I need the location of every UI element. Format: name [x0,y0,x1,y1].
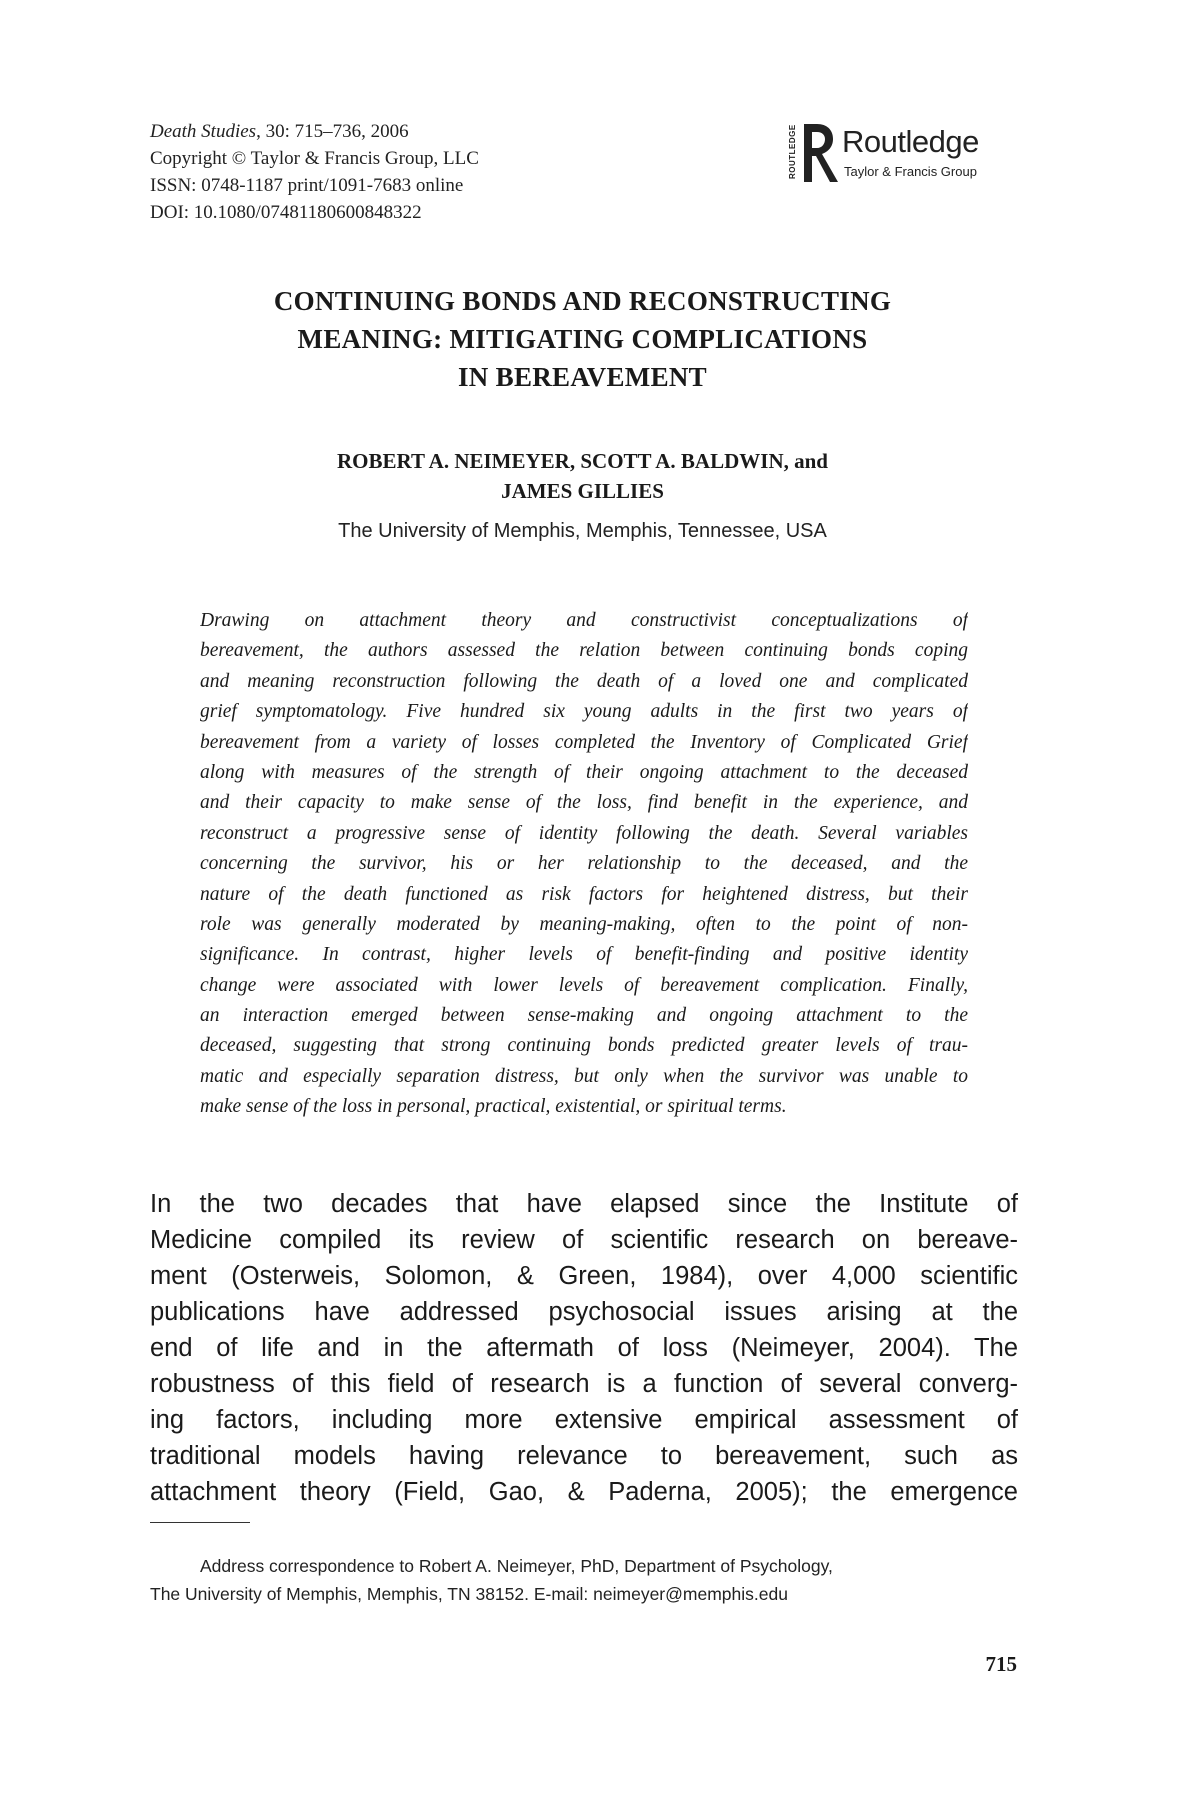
author-line: JAMES GILLIES [501,479,664,503]
journal-name: Death Studies [150,121,257,142]
title-line: CONTINUING BONDS AND RECONSTRUCTING [273,286,892,316]
body-line: robustness of this field of research is a function of several converg- [150,1370,1018,1398]
article-title [150,282,1015,396]
body-paragraph [150,1186,1018,1510]
volume-pages: , 30: 715–736, 2006 [256,121,409,142]
body-line: In the two decades that have elapsed since the Institute of [150,1190,1018,1218]
footnote-divider [150,1522,250,1523]
abstract-line: bereavement from a variety of losses completed the Inventory of Complicated Grief [200,731,968,753]
doi-line: DOI: 10.1080/07481180600848322 [150,202,422,223]
publisher-logo [788,118,1018,188]
footnote-line: The University of Memphis, Memphis, TN 38152. E-mail: neimeyer@memphis.edu [150,1584,788,1604]
body-line: ing factors, including more extensive empirical assessment of [150,1406,1018,1434]
title-line: IN BEREAVEMENT [457,362,707,392]
publisher-group: Taylor & Francis Group [844,164,977,179]
abstract-line: nature of the death functioned as risk factors for heightened distress, but their [200,883,968,905]
abstract-line: an interaction emerged between sense-making and ongoing attachment to the [200,1005,968,1027]
abstract-line: significance. In contrast, higher levels of benefit-finding and positive identity [200,944,968,966]
abstract-line: Drawing on attachment theory and constructivist conceptualizations of [200,610,968,631]
publisher-name: Routledge [842,124,979,159]
abstract-line: matic and especially separation distress, but only when the survivor was unable to [200,1065,968,1087]
routledge-r-icon [800,122,838,184]
body-line: Medicine compiled its review of scientific research on bereave- [150,1226,1018,1254]
author-list [150,446,1015,506]
citation-header [150,118,479,226]
body-line: publications have addressed psychosocial issues arising at the [150,1298,1018,1326]
abstract-line: and their capacity to make sense of the loss, find benefit in the experience, and [200,792,968,814]
body-line: attachment theory (Field, Gao, & Paderna, 2005); the emergence [150,1478,1018,1506]
issn-line: ISSN: 0748-1187 print/1091-7683 online [150,175,464,196]
author-line: ROBERT A. NEIMEYER, SCOTT A. BALDWIN, and [337,449,828,473]
abstract-line: role was generally moderated by meaning-making, often to the point of non- [200,913,968,935]
citation-line [150,118,479,145]
abstract-line: make sense of the loss in personal, practical, existential, or spiritual terms. [200,1096,787,1118]
abstract-line: bereavement, the authors assessed the relation between continuing bonds coping [200,640,968,662]
body-line: ment (Osterweis, Solomon, & Green, 1984), over 4,000 scientific [150,1262,1018,1290]
body-line: traditional models having relevance to bereavement, such as [150,1442,1018,1470]
copyright-line: Copyright © Taylor & Francis Group, LLC [150,148,479,169]
abstract-line: concerning the survivor, his or her relationship to the deceased, and the [200,853,968,875]
abstract-line: reconstruct a progressive sense of identity following the death. Several variables [200,822,968,844]
body-line: end of life and in the aftermath of loss (Neimeyer, 2004). The [150,1334,1018,1362]
abstract-line: and meaning reconstruction following the death of a loved one and complicated [200,670,968,692]
logo-vertical-text: ROUTLEDGE [788,124,797,180]
page-number: 715 [985,1652,1017,1676]
footnote-line: Address correspondence to Robert A. Neimeyer, PhD, Department of Psychology, [200,1556,833,1576]
abstract [200,606,968,1123]
footnote [150,1552,1018,1608]
abstract-line: change were associated with lower levels of bereavement complication. Finally, [200,974,968,996]
abstract-line: grief symptomatology. Five hundred six young adults in the first two years of [200,701,968,723]
abstract-line: along with measures of the strength of their ongoing attachment to the deceased [200,761,968,783]
title-line: MEANING: MITIGATING COMPLICATIONS [297,324,868,354]
abstract-line: deceased, suggesting that strong continuing bonds predicted greater levels of trau- [200,1035,968,1057]
author-affiliation: The University of Memphis, Memphis, Tennessee, USA [338,520,827,542]
